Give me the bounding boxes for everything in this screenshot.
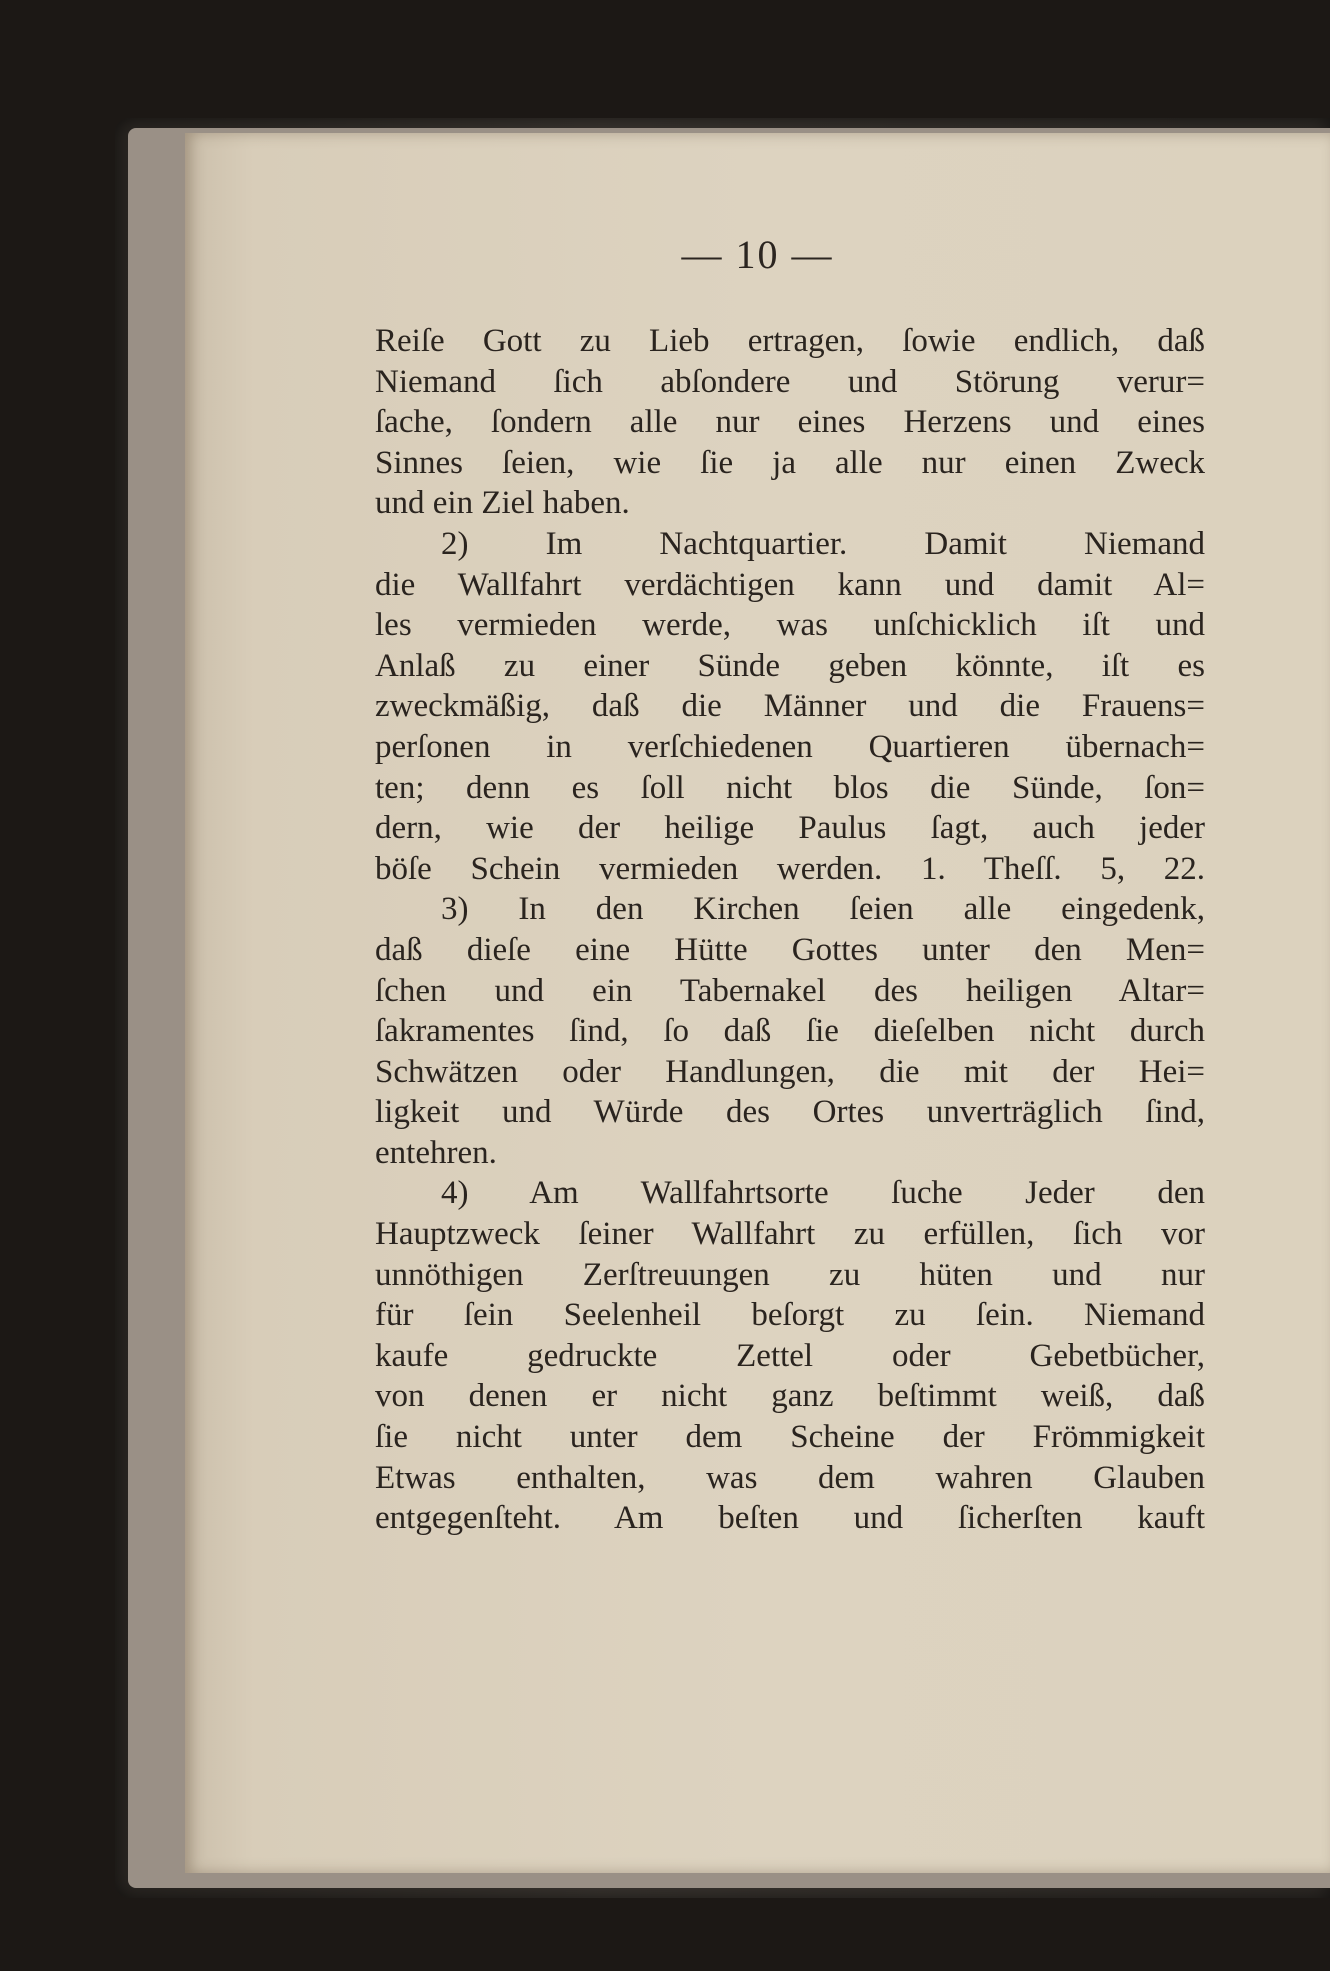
text-line: Anlaß zu einer Sünde geben könnte, iſt es: [375, 647, 1205, 684]
text-line: Sinnes ſeien, wie ſie ja alle nur einen Zweck: [375, 444, 1205, 481]
text-line: ten; denn es ſoll nicht blos die Sünde, ſon=: [375, 769, 1205, 806]
body-text: [375, 321, 1205, 1539]
text-line: ſie nicht unter dem Scheine der Frömmigkeit: [375, 1419, 1205, 1456]
text-line: ligkeit und Würde des Ortes unverträglich ſind,: [375, 1094, 1205, 1131]
text-line: ſchen und ein Tabernakel des heiligen Altar=: [375, 972, 1205, 1009]
text-line: zweckmäßig, daß die Männer und die Frauens=: [375, 688, 1205, 725]
text-line: ſache, ſondern alle nur eines Herzens und eines: [375, 404, 1205, 441]
text-line: von denen er nicht ganz beſtimmt weiß, daß: [375, 1378, 1205, 1415]
page-number: — 10 —: [681, 232, 834, 277]
text-line: kaufe gedruckte Zettel oder Gebetbücher,: [375, 1337, 1205, 1374]
text-line: les vermieden werde, was unſchicklich iſt und: [375, 607, 1205, 644]
text-line: Etwas enthalten, was dem wahren Glauben: [375, 1459, 1205, 1496]
text-line: böſe Schein vermieden werden. 1. Theſſ. 5, 22.: [375, 850, 1205, 887]
text-line: die Wallfahrt verdächtigen kann und damit Al=: [375, 566, 1205, 603]
text-line: für ſein Seelenheil beſorgt zu ſein. Niemand: [375, 1297, 1205, 1334]
text-line: entgegenſteht. Am beſten und ſicherſten kauft: [375, 1500, 1205, 1537]
text-line: 4) Am Wallfahrtsorte ſuche Jeder den: [441, 1175, 1205, 1212]
text-line: und ein Ziel haben.: [375, 485, 630, 522]
text-line: daß dieſe eine Hütte Gottes unter den Men=: [375, 931, 1205, 968]
text-line: ſakramentes ſind, ſo daß ſie dieſelben nicht durch: [375, 1013, 1205, 1050]
text-line: 2) Im Nachtquartier. Damit Niemand: [441, 525, 1205, 562]
text-line: Schwätzen oder Handlungen, die mit der Hei=: [375, 1053, 1205, 1090]
text-line: Niemand ſich abſondere und Störung verur=: [375, 363, 1205, 400]
text-line: Hauptzweck ſeiner Wallfahrt zu erfüllen, ſich vor: [375, 1216, 1205, 1253]
text-line: dern, wie der heilige Paulus ſagt, auch jeder: [375, 810, 1205, 847]
text-line: Reiſe Gott zu Lieb ertragen, ſowie endlich, daß: [375, 323, 1205, 359]
text-line: perſonen in verſchiedenen Quartieren übernach=: [375, 728, 1205, 765]
text-line: 3) In den Kirchen ſeien alle eingedenk,: [441, 891, 1205, 928]
text-line: unnöthigen Zerſtreuungen zu hüten und nur: [375, 1256, 1205, 1293]
book-page: [185, 133, 1330, 1873]
text-line: entehren.: [375, 1134, 497, 1171]
